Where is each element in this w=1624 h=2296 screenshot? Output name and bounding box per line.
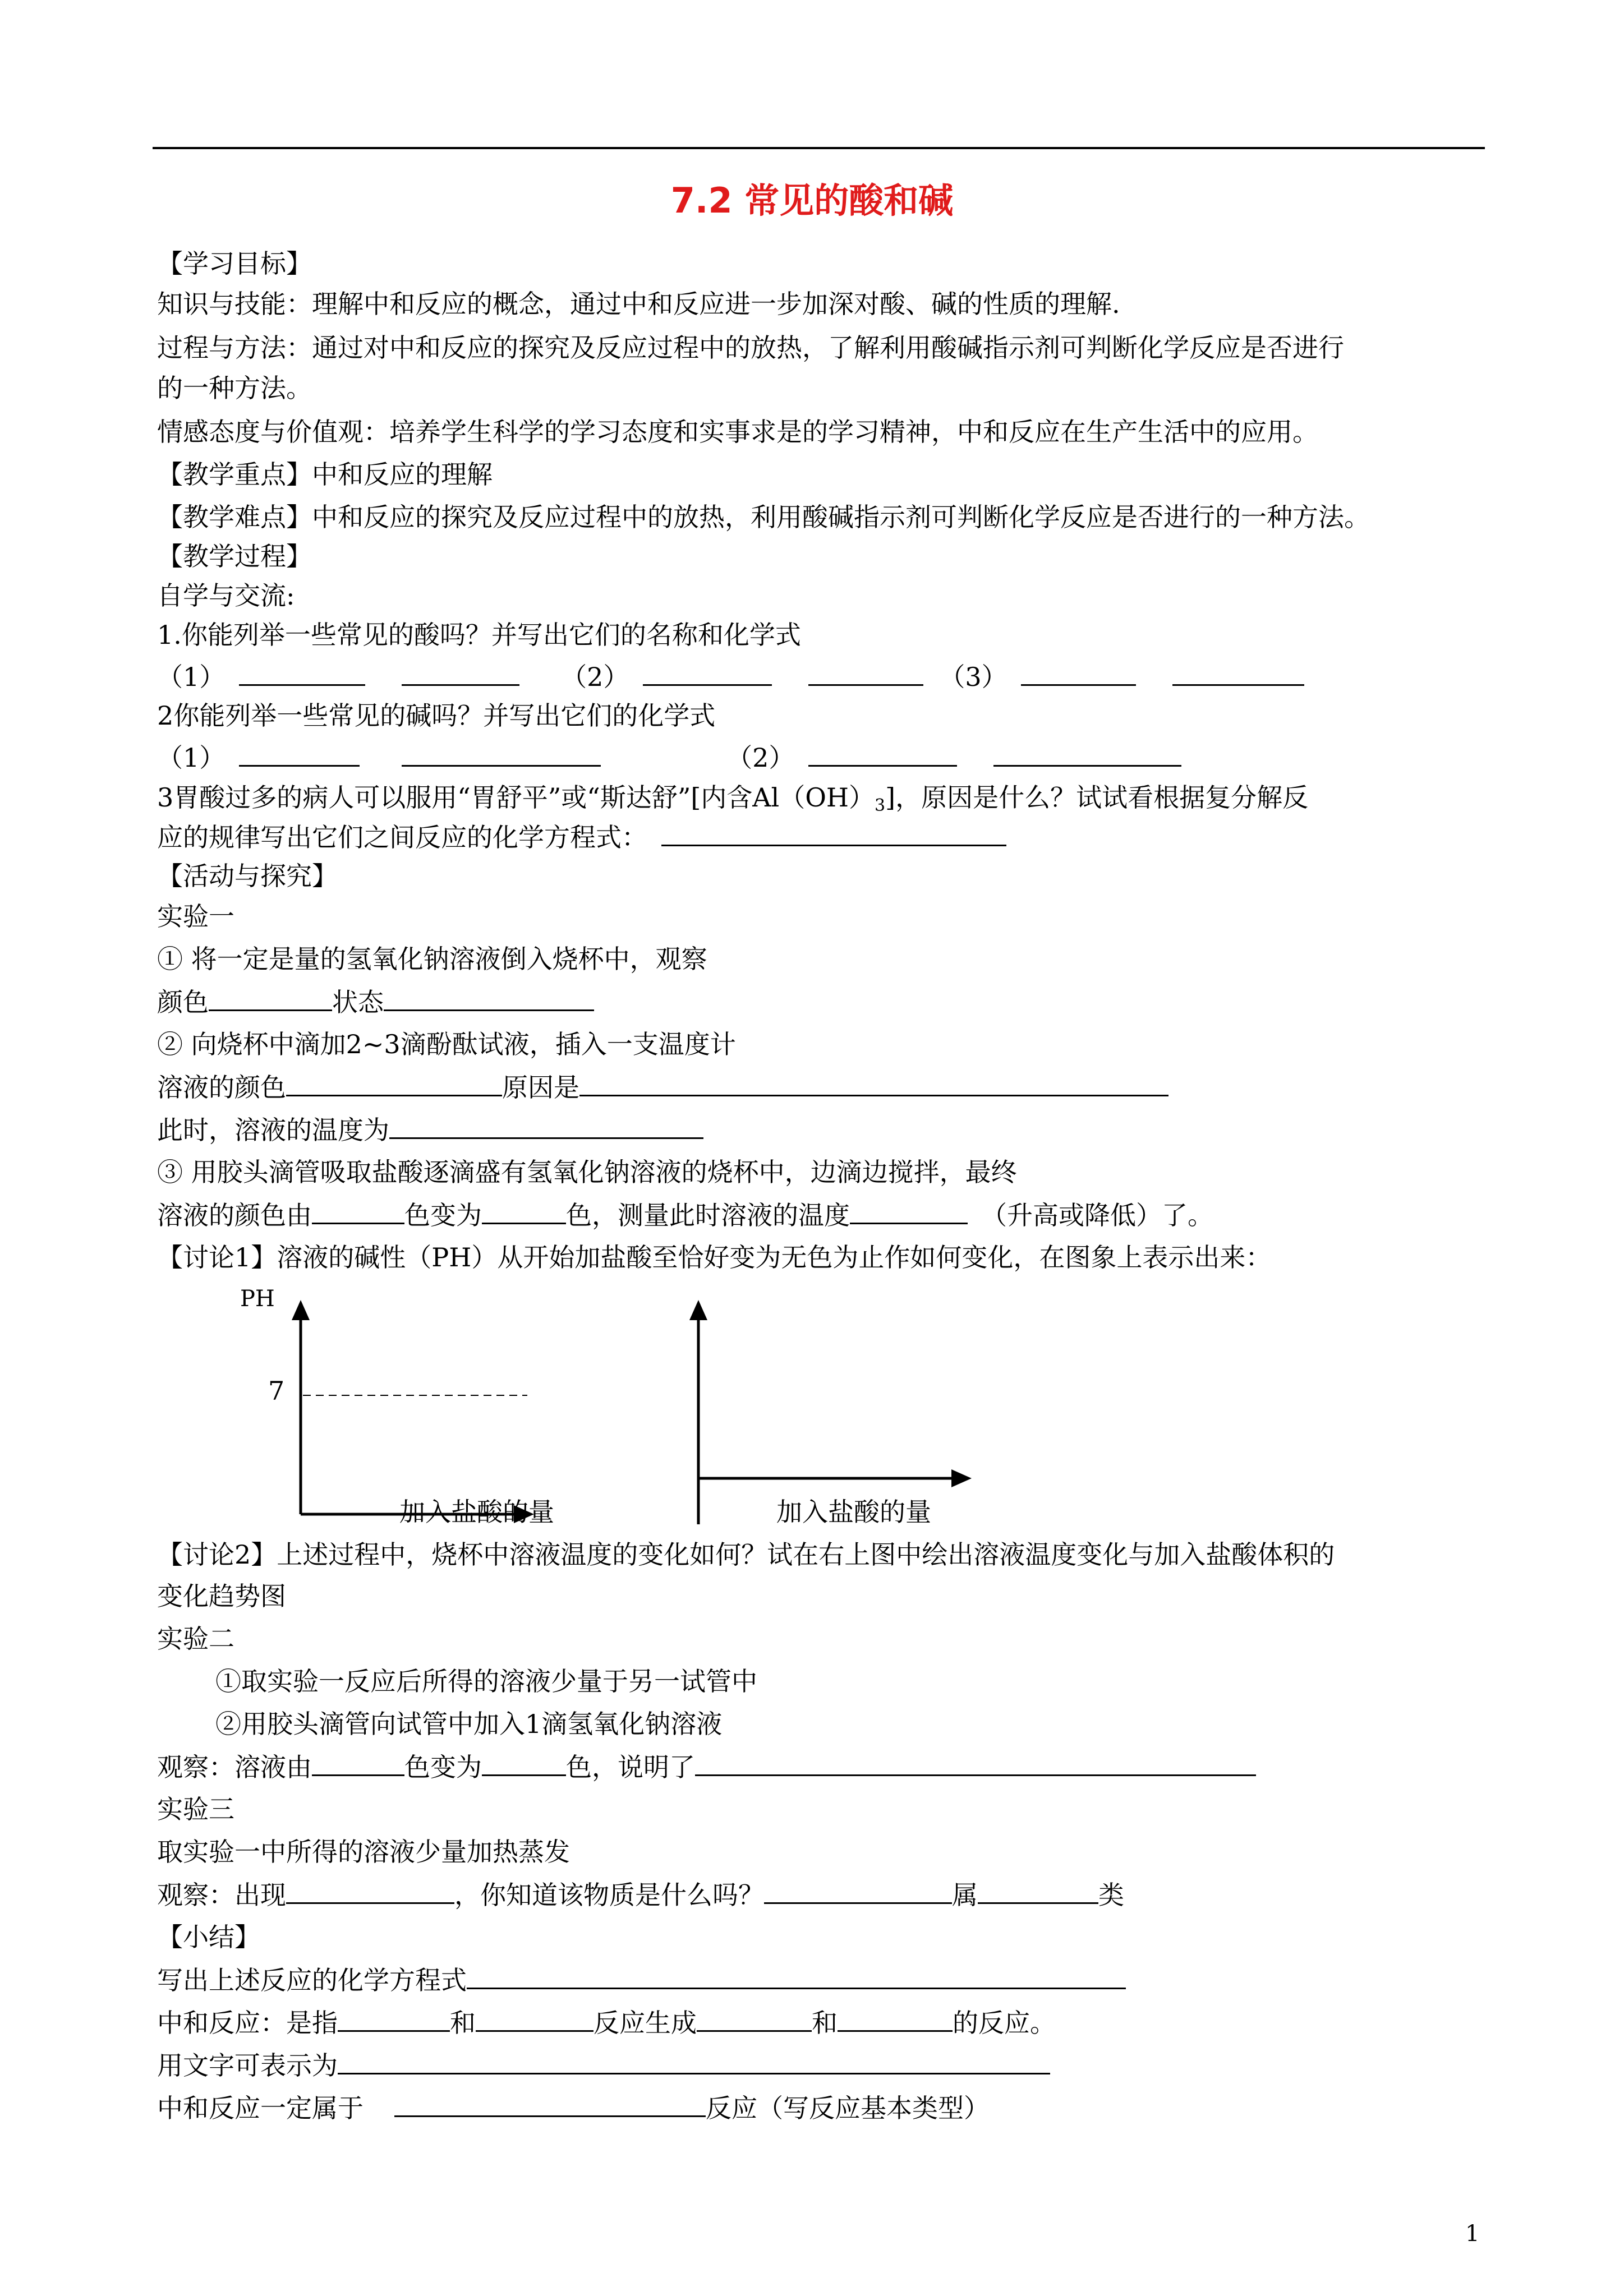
reaction-type: 中和反应一定属于 反应（写反应基本类型） xyxy=(157,2091,990,2125)
activity-header: 【活动与探究】 xyxy=(157,861,338,891)
def-blank-4[interactable] xyxy=(838,2005,953,2032)
word-equation: 用文字可表示为 xyxy=(157,2048,1050,2082)
key-point: 【教学重点】中和反应的理解 xyxy=(157,459,493,490)
q1-marker-3: （3） xyxy=(939,662,1007,692)
def-blank-3[interactable] xyxy=(697,2005,812,2032)
ph-graph-y-arrow xyxy=(292,1300,310,1320)
page-number: 1 xyxy=(1465,2221,1480,2247)
question-3-line1: 3胃酸过多的病人可以服用“胃舒平”或“斯达舒”[内含$Al(OH)_3$]，原因是什么？试试看根据复分解反 xyxy=(157,782,1309,815)
temperature-graph[interactable] xyxy=(689,1300,972,1524)
exp3-step: 取实验一中所得的溶液少量加热蒸发 xyxy=(157,1837,570,1867)
ph-axis-label: PH xyxy=(240,1286,275,1312)
summary-header: 【小结】 xyxy=(157,1922,260,1952)
temp-graph-y-arrow xyxy=(689,1300,707,1320)
exp2-explanation-blank[interactable] xyxy=(695,1750,1256,1776)
summary-equation: 写出上述反应的化学方程式 xyxy=(157,1963,1126,1997)
exp3-class-blank[interactable] xyxy=(978,1878,1098,1904)
exp2-initial-color-blank[interactable] xyxy=(312,1750,404,1776)
exp2-observation: 观察：溶液由 色变为 色，说明了 xyxy=(157,1750,1256,1784)
question-3-line2: 应的规律写出它们之间反应的化学方程式： xyxy=(157,820,1006,854)
exp1-step-3-result: 溶液的颜色由 色变为 色，测量此时溶液的温度 （升高或降低）了。 xyxy=(157,1198,1213,1232)
neutralization-definition: 中和反应：是指 和 反应生成 和 的反应。 xyxy=(157,2005,1056,2040)
experiment-1-header: 实验一 xyxy=(157,901,234,932)
exp2-final-color-blank[interactable] xyxy=(482,1750,566,1776)
right-x-axis-label: 加入盐酸的量 xyxy=(776,1497,931,1527)
exp1-step-2: ② 向烧杯中滴加2~3滴酚酞试液，插入一支温度计 xyxy=(157,1029,736,1059)
discussion-2-line1: 【讨论2】上述过程中，烧杯中溶液温度的变化如何？试在右上图中绘出溶液温度变化与加入盐酸体积的 xyxy=(157,1539,1335,1570)
exp1-step-3: ③ 用胶头滴管吸取盐酸逐滴盛有氢氧化钠溶液的烧杯中，边滴边搅拌，最终 xyxy=(157,1157,1017,1187)
objective-process-line2: 的一种方法。 xyxy=(157,373,312,403)
objectives-header: 【学习目标】 xyxy=(157,248,312,279)
exp3-observation: 观察：出现 ，你知道该物质是什么吗？ 属 类 xyxy=(157,1878,1124,1912)
q1-marker-2: （2） xyxy=(561,662,629,692)
difficulty: 【教学难点】中和反应的探究及反应过程中的放热，利用酸碱指示剂可判断化学反应是否进行的一种方法。 xyxy=(157,502,1370,532)
reaction-type-blank[interactable] xyxy=(394,2091,706,2117)
exp1-step-1: ① 将一定是量的氢氧化钠溶液倒入烧杯中，观察 xyxy=(157,944,707,974)
question-1: 1.你能列举一些常见的酸吗？并写出它们的名称和化学式 xyxy=(157,620,801,650)
objective-process-line1: 过程与方法：通过对中和反应的探究及反应过程中的放热，了解利用酸碱指示剂可判断化学反应是否进行 xyxy=(157,333,1344,363)
page-title: 7.2 常见的酸和碱 xyxy=(670,180,954,221)
word-equation-blank[interactable] xyxy=(338,2048,1050,2074)
left-x-axis-label: 加入盐酸的量 xyxy=(399,1497,554,1527)
exp3-name-blank[interactable] xyxy=(764,1878,952,1904)
self-study-header: 自学与交流: xyxy=(157,580,295,611)
exp1-color-state: 颜色 状态 xyxy=(157,985,594,1019)
discussion-1: 【讨论1】溶液的碱性（PH）从开始加盐酸至恰好变为无色为止作如何变化，在图象上表示出来： xyxy=(157,1242,1272,1273)
q2-marker-1: （1） xyxy=(157,743,226,773)
exp3-substance-blank[interactable] xyxy=(286,1878,454,1904)
exp2-step-1: ①取实验一反应后所得的溶液少量于另一试管中 xyxy=(215,1666,757,1696)
ph-7-tick-label: 7 xyxy=(268,1376,285,1406)
exp2-step-2: ②用胶头滴管向试管中加入1滴氢氧化钠溶液 xyxy=(215,1709,723,1739)
exp1-solution-color: 溶液的颜色 原因是 xyxy=(157,1070,1168,1104)
ph-graph[interactable] xyxy=(292,1300,534,1523)
q2-marker-2: （2） xyxy=(726,743,795,773)
def-blank-2[interactable] xyxy=(476,2005,594,2032)
summary-equation-blank[interactable] xyxy=(467,1963,1126,1989)
question-2: 2你能列举一些常见的碱吗？并写出它们的化学式 xyxy=(157,700,716,731)
temp-graph-x-arrow xyxy=(951,1469,972,1487)
experiment-2-header: 实验二 xyxy=(157,1624,234,1654)
def-blank-1[interactable] xyxy=(338,2005,450,2032)
exp1-temperature: 此时，溶液的温度为 xyxy=(157,1113,703,1147)
objective-knowledge: 知识与技能：理解中和反应的概念，通过中和反应进一步加深对酸、碱的性质的理解. xyxy=(157,289,1120,319)
q1-marker-1: （1） xyxy=(157,662,226,692)
objective-attitude: 情感态度与价值观：培养学生科学的学习态度和实事求是的学习精神，中和反应在生产生活中的应用。 xyxy=(157,417,1318,447)
discussion-2-line2: 变化趋势图 xyxy=(157,1581,286,1611)
process-header: 【教学过程】 xyxy=(157,541,312,571)
experiment-3-header: 实验三 xyxy=(157,1794,234,1824)
